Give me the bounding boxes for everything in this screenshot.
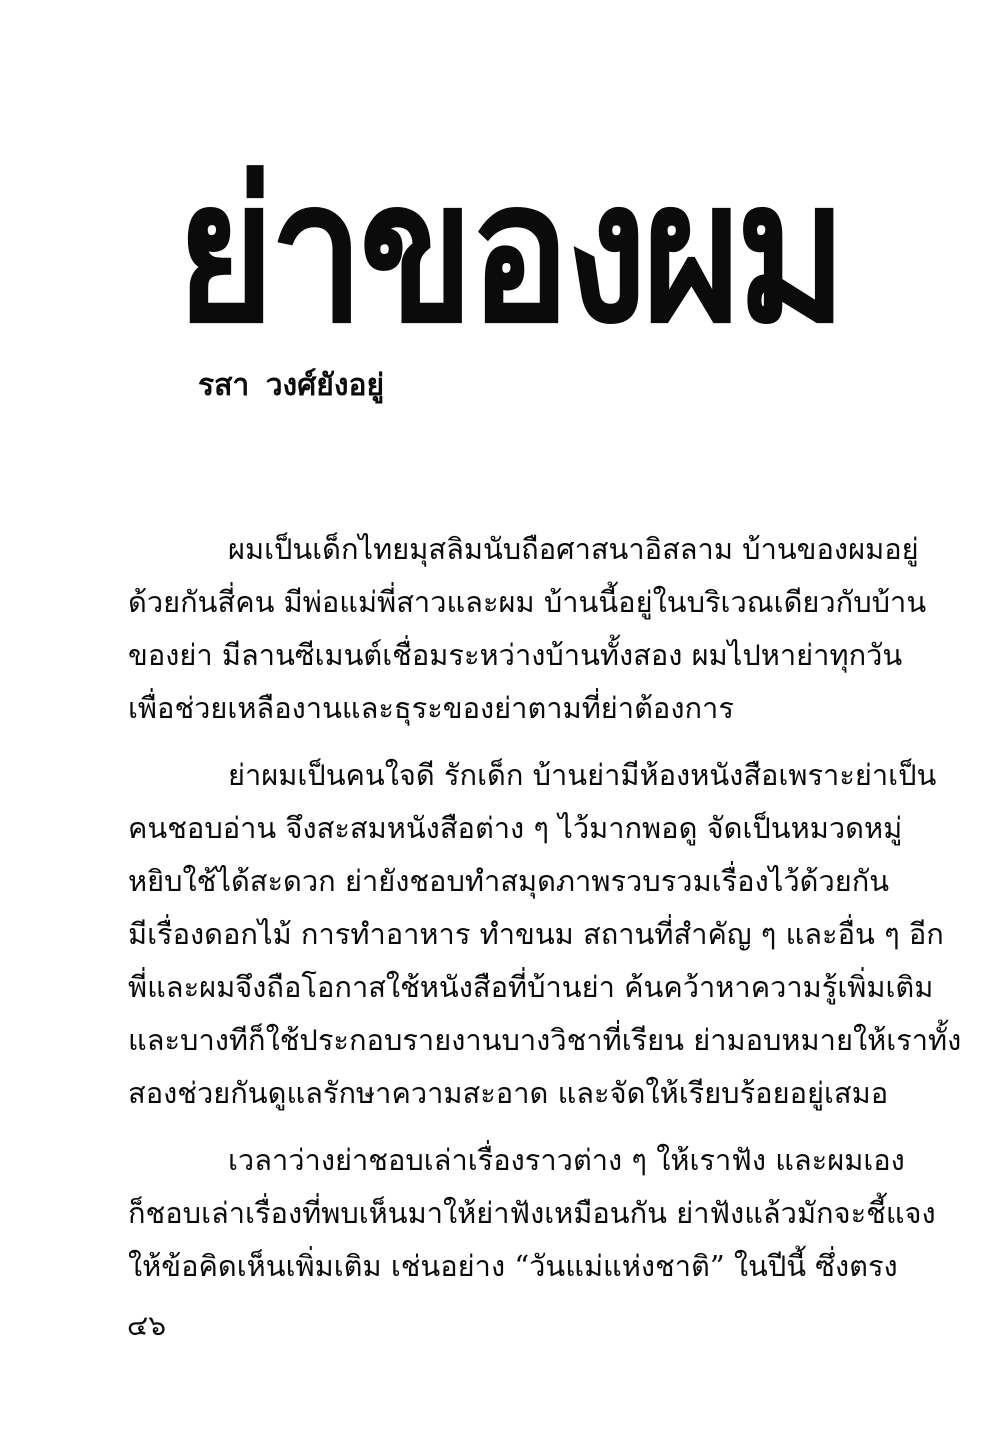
text-line: ของย่า มีลานซีเมนต์เชื่อมระหว่างบ้านทั้งสอง ผมไปหาย่าทุกวัน: [128, 638, 903, 672]
page-title: ย่าของผม: [176, 139, 842, 367]
paragraph-2: [128, 749, 962, 1120]
text-line: มีเรื่องดอกไม้ การทำอาหาร ทำขนม สถานที่สำคัญ ๆ และอื่น ๆ อีก: [128, 917, 944, 951]
text-line: เวลาว่างย่าชอบเล่าเรื่องราวต่าง ๆ ให้เราฟัง และผมเอง: [228, 1143, 905, 1177]
text-line: หยิบใช้ได้สะดวก ย่ายังชอบทำสมุดภาพรวบรวมเรื่องไว้ด้วยกัน: [128, 864, 890, 898]
text-line: และบางทีก็ใช้ประกอบรายงานบางวิชาที่เรียน ย่ามอบหมายให้เราทั้ง: [128, 1023, 962, 1057]
text-line: ให้ข้อคิดเห็นเพิ่มเติม เช่นอย่าง “วันแม่แห่งชาติ” ในปีนี้ ซึ่งตรง: [128, 1249, 898, 1283]
text-line: ผมเป็นเด็กไทยมุสลิมนับถือศาสนาอิสลาม บ้านของผมอยู่: [228, 532, 919, 566]
text-line: เพื่อช่วยเหลืองานและธุระของย่าตามที่ย่าต้องการ: [128, 691, 734, 725]
paragraph-3: [128, 1134, 936, 1293]
text-line: ย่าผมเป็นคนใจดี รักเด็ก บ้านย่ามีห้องหนังสือเพราะย่าเป็น: [228, 758, 937, 792]
text-line: ด้วยกันสี่คน มีพ่อแม่พี่สาวและผม บ้านนี้อยู่ในบริเวณเดียวกับบ้าน: [128, 585, 927, 619]
text-line: สองช่วยกันดูแลรักษาความสะอาด และจัดให้เรียบร้อยอยู่เสมอ: [128, 1076, 889, 1110]
author-name: รสา วงศ์ยังอยู่: [198, 368, 385, 403]
paragraph-1: [128, 523, 927, 735]
page-number: ๔๖: [127, 1309, 166, 1342]
text-line: พี่และผมจึงถือโอกาสใช้หนังสือที่บ้านย่า ค้นคว้าหาความรู้เพิ่มเติม: [128, 970, 934, 1004]
text-line: ก็ชอบเล่าเรื่องที่พบเห็นมาให้ย่าฟังเหมือนกัน ย่าฟังแล้วมักจะชี้แจง: [128, 1196, 936, 1230]
text-line: คนชอบอ่าน จึงสะสมหนังสือต่าง ๆ ไว้มากพอดู จัดเป็นหมวดหมู่: [128, 811, 903, 845]
body-text: [128, 523, 962, 1307]
